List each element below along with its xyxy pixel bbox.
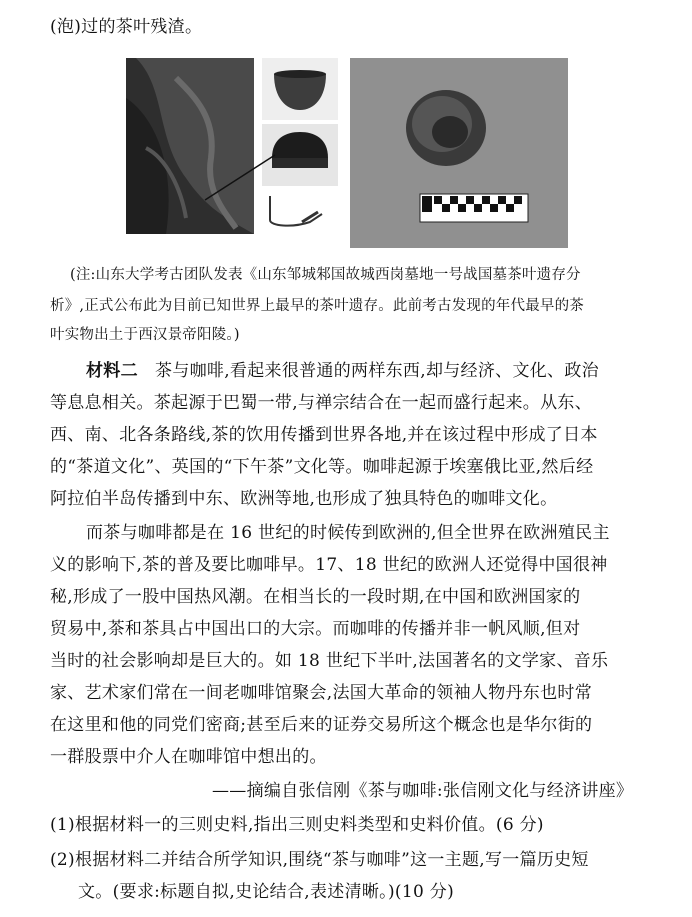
paragraph-line: 家、艺术家们常在一间老咖啡馆聚会,法国大革命的领袖人物丹东也时常 xyxy=(50,683,593,703)
paragraph-line: 秘,形成了一股中国热风潮。在相当长的一段时期,在中国和欧洲国家的 xyxy=(50,587,581,607)
paragraph-line: 等息息相关。茶起源于巴蜀一带,与禅宗结合在一起而盛行起来。从东、 xyxy=(50,393,593,413)
paragraph-line: 而茶与咖啡都是在 16 世纪的时候传到欧洲的,但全世界在欧洲殖民主 xyxy=(86,523,610,543)
paragraph-line: 贸易中,茶和茶具占中国出口的大宗。而咖啡的传播并非一帆风顺,但对 xyxy=(50,619,581,639)
note-line: 叶实物出土于西汉景帝阳陵。) xyxy=(50,327,240,343)
paragraph-line: 一群股票中介人在咖啡馆中想出的。 xyxy=(50,747,327,767)
source-citation: ——摘编自张信刚《茶与咖啡:张信刚文化与经济讲座》 xyxy=(212,781,634,801)
question-2: (2)根据材料二并结合所学知识,围绕“茶与咖啡”这一主题,写一篇历史短 xyxy=(50,850,589,870)
text-line: (泡)过的茶叶残渣。 xyxy=(50,17,203,37)
paragraph-line: 的“茶道文化”、英国的“下午茶”文化等。咖啡起源于埃塞俄比亚,然后经 xyxy=(50,457,594,477)
question-1: (1)根据材料一的三则史料,指出三则史料类型和史料价值。(6 分) xyxy=(50,815,544,835)
paragraph-text: 茶与咖啡,看起来很普通的两样东西,却与经济、文化、政治 xyxy=(155,361,599,381)
question-2-continued: 文。(要求:标题自拟,史论结合,表述清晰。)(10 分) xyxy=(78,882,454,902)
material-two-label: 材料二 xyxy=(86,361,138,381)
paragraph-line: 在这里和他的同党们密商;甚至后来的证券交易所这个概念也是华尔街的 xyxy=(50,715,593,735)
connector-line xyxy=(200,150,280,210)
material-two-line xyxy=(86,356,599,381)
paragraph-line: 西、南、北各条路线,茶的饮用传播到世界各地,并在该过程中形成了日本 xyxy=(50,425,598,445)
bowl-photo-side xyxy=(262,58,338,120)
paragraph-line: 当时的社会影响却是巨大的。如 18 世纪下半叶,法国著名的文学家、音乐 xyxy=(50,651,609,671)
paragraph-line: 阿拉伯半岛传播到中东、欧洲等地,也形成了独具特色的咖啡文化。 xyxy=(50,489,558,509)
paragraph-line: 义的影响下,茶的普及要比咖啡早。17、18 世纪的欧洲人还觉得中国很神 xyxy=(50,555,608,575)
tea-residue-photo xyxy=(350,58,568,248)
note-line: (注:山东大学考古团队发表《山东邹城邾国故城西岗墓地一号战国墓茶叶遗存分 xyxy=(70,267,581,283)
note-line: 析》,正式公布此为目前已知世界上最早的茶叶遗存。此前考古发现的年代最早的茶 xyxy=(50,298,585,314)
